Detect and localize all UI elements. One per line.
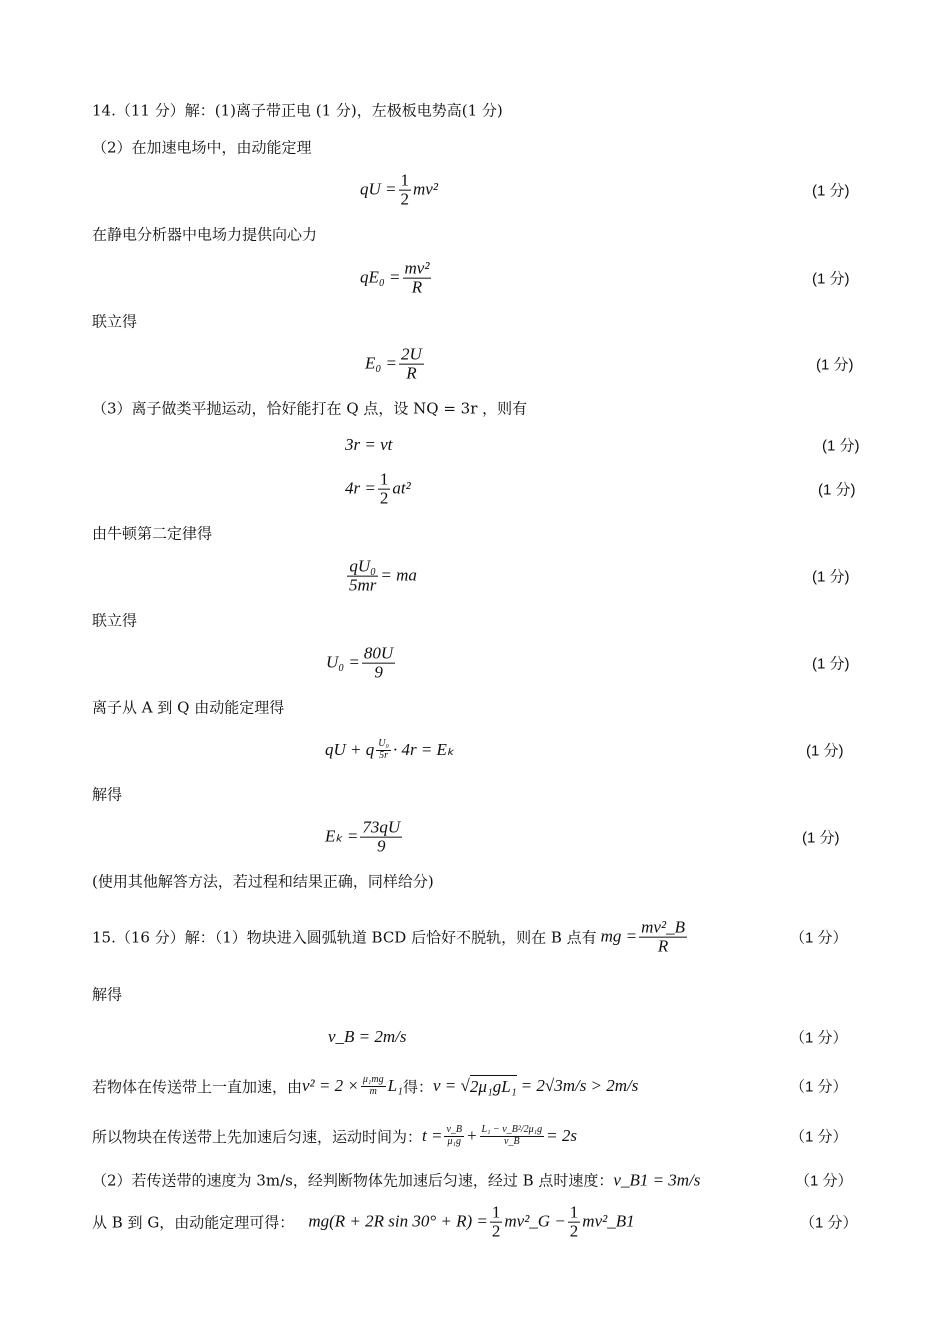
score: (1 分) xyxy=(812,270,850,288)
eq-energy xyxy=(360,172,438,209)
score: （1 分） xyxy=(790,1078,848,1096)
eq-lhs: E₀ = xyxy=(365,354,398,373)
text-line-accel xyxy=(92,1075,638,1097)
eq-newton xyxy=(345,558,417,595)
eq-rhs: at² xyxy=(392,479,411,498)
eq-num: qU₀ xyxy=(349,556,377,576)
q15-header-text: 15.（16 分）解：（1）物块进入圆弧轨道 BCD 后恰好不脱轨，则在 B 点有 xyxy=(92,928,597,947)
eq-den: R xyxy=(406,363,417,383)
text: 从 B 到 G，由动能定理可得： xyxy=(92,1213,295,1232)
eq-ek xyxy=(325,819,404,856)
eq-centripetal xyxy=(360,260,433,297)
eq-rhs: = ma xyxy=(380,566,417,585)
eq-den: 5r xyxy=(379,749,389,761)
eq-part: v² = 2 × xyxy=(302,1076,359,1095)
eq-den: R xyxy=(657,936,669,956)
eq-lhs: 4r = xyxy=(345,479,376,498)
score: （1 分） xyxy=(790,1029,848,1047)
score: (1 分) xyxy=(818,481,856,499)
eq-e0 xyxy=(365,346,426,383)
q14-part3: （3）离子做类平抛运动，恰好能打在 Q 点，设 NQ = 3r ，则有 xyxy=(92,399,528,418)
text-line-time xyxy=(92,1125,577,1147)
eq-den: 5mr xyxy=(349,575,377,595)
eq-den: 9 xyxy=(374,662,383,682)
text-line: 离子从 A 到 Q 由动能定理得 xyxy=(92,698,285,717)
eq-lhs: qE₀ = xyxy=(360,268,401,287)
score: (1 分) xyxy=(812,655,850,673)
eq-part: = 2s xyxy=(546,1126,577,1145)
q14-part2: （2）在加速电场中，由动能定理 xyxy=(92,138,312,157)
eq-rhs: mv² xyxy=(413,180,438,199)
eq-lhs: mg = xyxy=(600,927,638,946)
eq-lhs: U₀ = xyxy=(326,653,360,672)
eq-den: 2 xyxy=(379,488,389,508)
text: 得： xyxy=(402,1077,433,1096)
eq-vb: v_B = 2m/s xyxy=(328,1027,407,1046)
score: (1 分) xyxy=(812,568,850,586)
eq-num: mv² xyxy=(404,258,430,278)
score: (1 分) xyxy=(822,437,860,455)
eq-radicand: 2μ₁gL₁ xyxy=(469,1077,517,1096)
eq-lhs: qU = xyxy=(360,180,397,199)
text: 所以物块在传送带上先加速后匀速，运动时间为： xyxy=(92,1127,423,1146)
score: （1 分） xyxy=(800,1214,858,1232)
text-line: 由牛顿第二定律得 xyxy=(92,524,213,543)
text-line: 解得 xyxy=(92,985,123,1004)
eq-num: L₁ − v_B²/2μ₁g xyxy=(481,1124,543,1135)
score: (1 分) xyxy=(806,742,844,760)
score: (1 分) xyxy=(816,356,854,374)
eq-part: + xyxy=(466,1126,478,1145)
note: (使用其他解答方法，若过程和结果正确，同样给分) xyxy=(92,872,434,891)
eq-part: t = xyxy=(422,1126,443,1145)
eq-den: m xyxy=(369,1085,377,1097)
eq-num: v_B xyxy=(446,1124,463,1135)
eq-num: mv²_B xyxy=(641,917,685,937)
score: （1 分） xyxy=(790,929,848,947)
text-line-part2 xyxy=(92,1170,700,1191)
text-line: 在静电分析器中电场力提供向心力 xyxy=(92,225,318,244)
score: （1 分） xyxy=(790,1128,848,1146)
text-line: 联立得 xyxy=(92,611,138,630)
eq-num: 1 xyxy=(491,1202,501,1222)
eq-num: 1 xyxy=(400,170,409,190)
score: (1 分) xyxy=(802,829,840,847)
eq-part: L₁ xyxy=(387,1076,403,1095)
eq-part: v_B1 = 3m/s xyxy=(613,1170,701,1189)
eq-lhs: Eₖ = xyxy=(325,827,359,846)
text-line: 联立得 xyxy=(92,312,138,331)
eq-part: mv²_G − xyxy=(504,1212,566,1231)
eq-3r: 3r = vt xyxy=(345,435,393,454)
eq-part: mg(R + 2R sin 30° + R) = xyxy=(308,1212,488,1231)
eq-den: 2 xyxy=(400,189,409,209)
q15-header xyxy=(92,919,689,956)
eq-rhs: · 4r = Eₖ xyxy=(392,740,455,759)
eq-den: v_B xyxy=(504,1135,520,1147)
eq-lhs: qU + q xyxy=(325,740,375,759)
eq-num: 2U xyxy=(401,344,422,364)
eq-den: μ₁g xyxy=(447,1135,461,1147)
eq-den: R xyxy=(411,277,423,297)
eq-num: μ₁mg xyxy=(362,1074,384,1085)
eq-4r xyxy=(345,471,411,508)
eq-part: v = √ xyxy=(432,1076,470,1095)
text: （2）若传送带的速度为 3m/s，经判断物体先加速后匀速，经过 B 点时速度： xyxy=(92,1171,614,1190)
eq-den: 9 xyxy=(377,836,386,856)
eq-num: 80U xyxy=(363,643,394,663)
eq-num: 1 xyxy=(569,1202,579,1222)
eq-num: 1 xyxy=(379,469,389,489)
text: 若物体在传送带上一直加速，由 xyxy=(92,1077,303,1096)
score: (1 分) xyxy=(812,182,850,200)
eq-den: 2 xyxy=(569,1221,579,1241)
text-line: 解得 xyxy=(92,785,123,804)
q14-header: 14.（11 分）解：(1)离子带正电 (1 分)，左极板电势高(1 分) xyxy=(92,101,503,120)
eq-u0 xyxy=(326,645,397,682)
score: （1 分） xyxy=(795,1172,853,1190)
eq-work-energy xyxy=(325,739,454,761)
text-line-b-to-g xyxy=(92,1204,635,1241)
eq-num: 73qU xyxy=(362,817,401,837)
eq-num: U₀ xyxy=(378,738,389,749)
eq-part: mv²_B1 xyxy=(582,1212,635,1231)
eq-den: 2 xyxy=(491,1221,501,1241)
eq-part: = 2√3m/s > 2m/s xyxy=(520,1076,639,1095)
